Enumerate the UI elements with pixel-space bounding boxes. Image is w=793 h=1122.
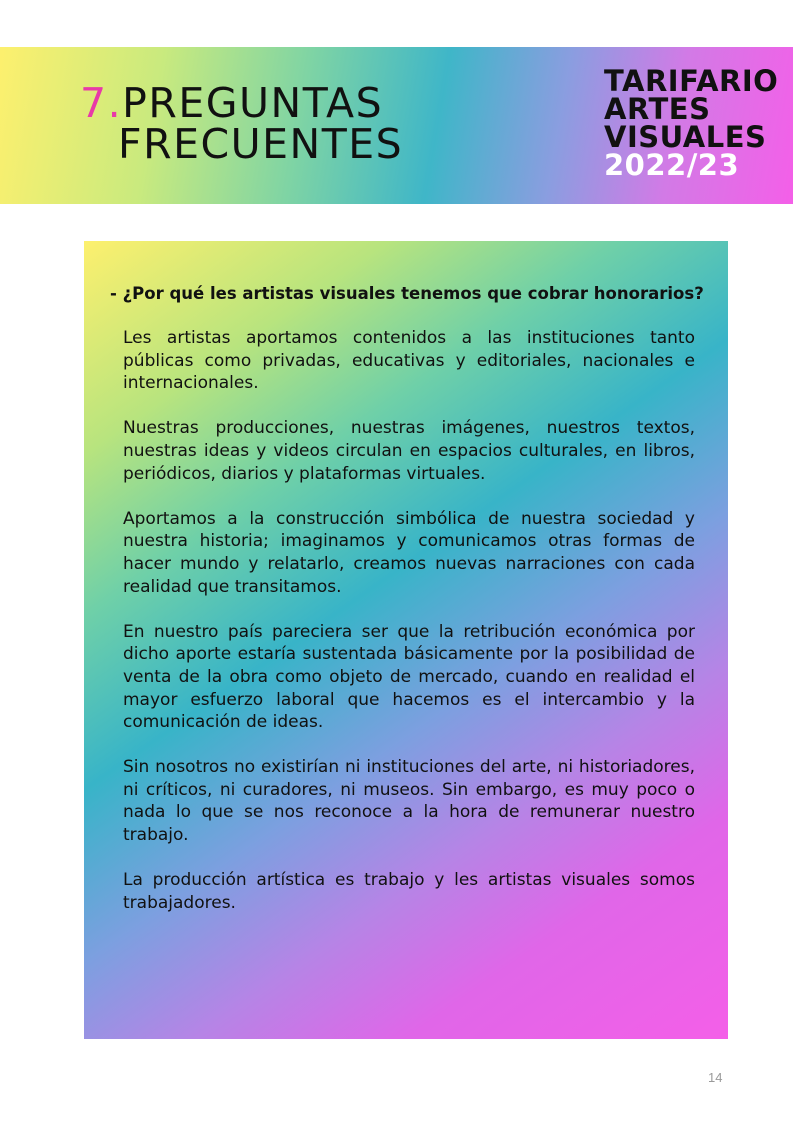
badge-line-1: TARIFARIO [604, 64, 779, 98]
answer-paragraph: La producción artística es trabajo y les artistas visuales somos trabajadores. [123, 870, 695, 913]
title-line-2: FRECUENTES [118, 120, 404, 168]
title-line-1: PREGUNTAS [122, 79, 384, 127]
page-number: 14 [708, 1070, 723, 1085]
faq-answer [123, 327, 695, 937]
header-banner [0, 47, 793, 204]
answer-paragraph: Les artistas aportamos contenidos a las instituciones tanto públicas como privadas, educativas y editoriales, nacionales e internacionales. [123, 328, 695, 394]
badge-line-3: VISUALES [604, 120, 767, 154]
answer-paragraph: Nuestras producciones, nuestras imágenes, nuestros textos, nuestras ideas y videos circulan en espacios culturales, en libros, periódicos, diarios y plataformas virtuales. [123, 418, 695, 484]
section-title [80, 79, 404, 168]
badge-line-2: ARTES [604, 92, 711, 126]
tarifario-logo [604, 64, 779, 182]
answer-paragraph: En nuestro país pareciera ser que la retribución económica por dicho aporte estaría sustentada básicamente por la posibilidad de venta de la obra como objeto de mercado, cuando en realidad el mayor esfuerzo laboral que hacemos es el intercambio y la comunicación de ideas. [123, 621, 695, 733]
section-number: 7. [80, 79, 123, 127]
faq-question: - ¿Por qué les artistas visuales tenemos que cobrar honorarios? [110, 284, 704, 303]
answer-paragraph: Sin nosotros no existirían ni instituciones del arte, ni historiadores, ni críticos, ni curadores, ni museos. Sin embargo, es muy poco o nada lo que se nos reconoce a la hora de remunerar nuestro trabajo. [123, 757, 695, 846]
faq-panel [84, 241, 728, 1039]
answer-paragraph: Aportamos a la construcción simbólica de nuestra sociedad y nuestra historia; imaginamos y comunicamos otras formas de hacer mundo y relatarlo, creamos nuevas narraciones con cada realidad que transitamos. [123, 508, 695, 597]
badge-year: 2022/23 [604, 148, 740, 182]
